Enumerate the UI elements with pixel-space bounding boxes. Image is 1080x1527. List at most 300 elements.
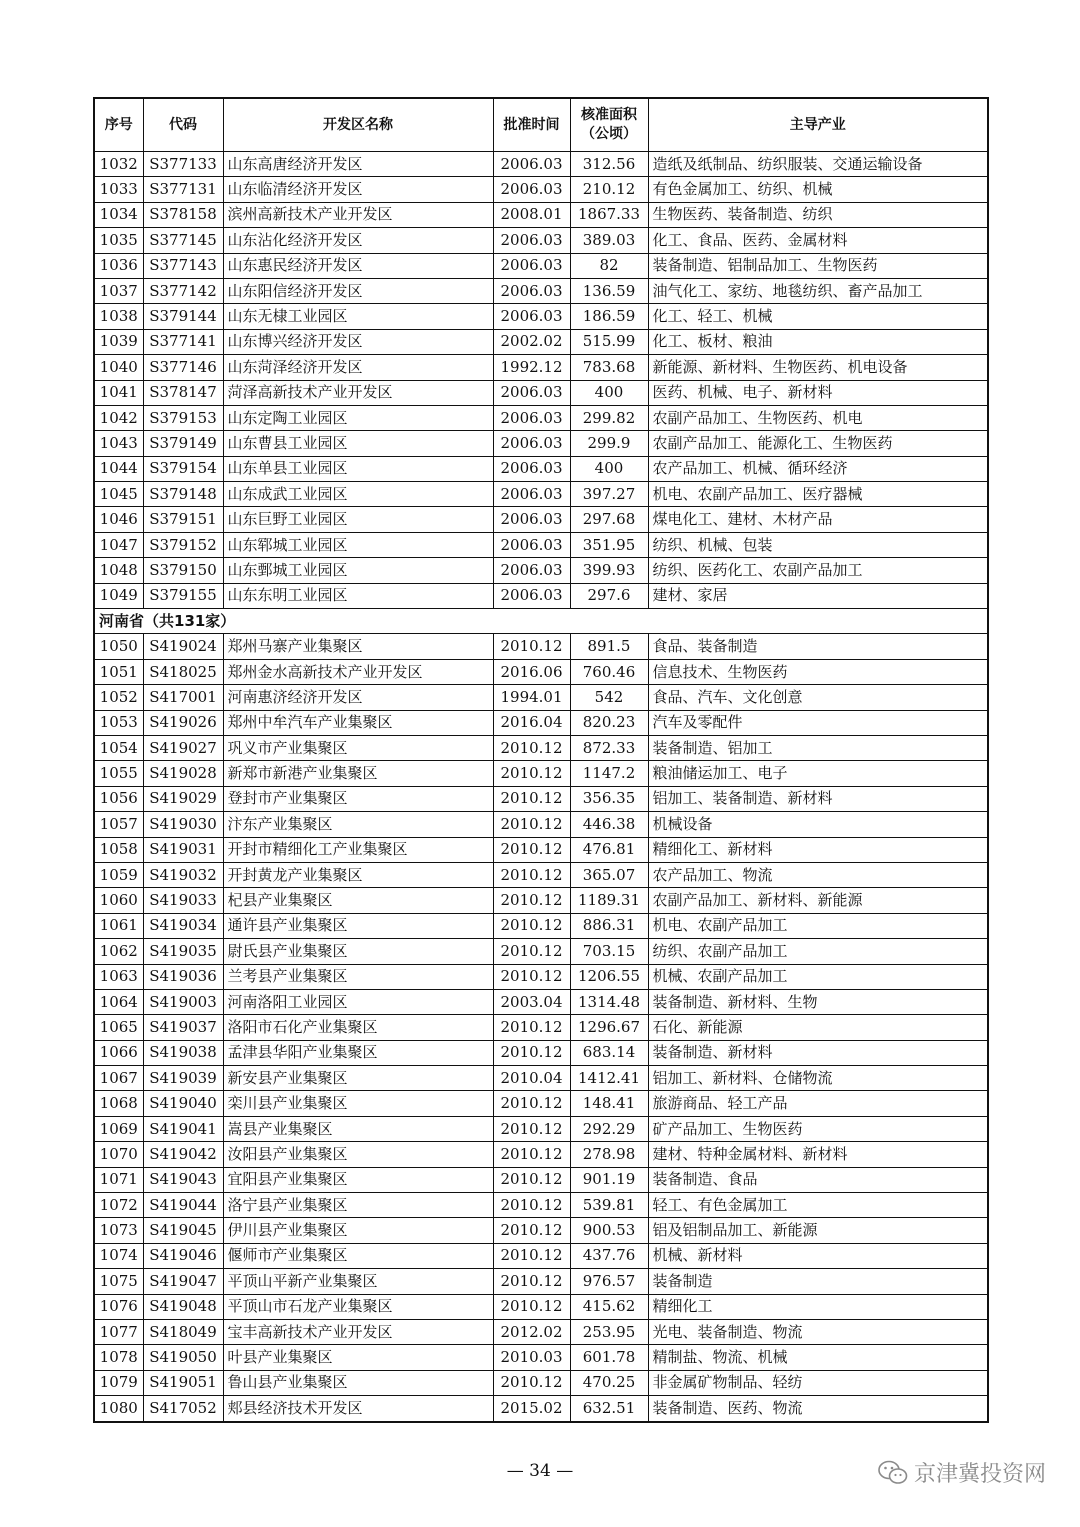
- cell-date: 2010.12: [493, 786, 570, 811]
- cell-code: S419027: [143, 735, 223, 760]
- cell-date: 2006.03: [493, 431, 570, 456]
- cell-industry: 建材、家居: [648, 583, 988, 608]
- cell-code: S419032: [143, 862, 223, 887]
- cell-area: 476.81: [570, 837, 648, 862]
- cell-seq: 1038: [94, 304, 143, 329]
- table-row: [94, 507, 988, 532]
- cell-area: 886.31: [570, 913, 648, 938]
- cell-name: 河南惠济经济开发区: [223, 685, 493, 710]
- cell-date: 2010.12: [493, 761, 570, 786]
- table-row: [94, 888, 988, 913]
- cell-seq: 1044: [94, 456, 143, 481]
- cell-seq: 1041: [94, 380, 143, 405]
- cell-area: 299.82: [570, 405, 648, 430]
- cell-date: 2006.03: [493, 456, 570, 481]
- header-area-line2: （公顷）: [581, 126, 637, 142]
- cell-code: S419046: [143, 1243, 223, 1268]
- cell-name: 山东巨野工业园区: [223, 507, 493, 532]
- cell-industry: 医药、机械、电子、新材料: [648, 380, 988, 405]
- cell-area: 415.62: [570, 1294, 648, 1319]
- cell-name: 孟津县华阳产业集聚区: [223, 1040, 493, 1065]
- cell-name: 嵩县产业集聚区: [223, 1116, 493, 1141]
- cell-area: 820.23: [570, 710, 648, 735]
- cell-area: 136.59: [570, 278, 648, 303]
- cell-seq: 1056: [94, 786, 143, 811]
- cell-seq: 1048: [94, 558, 143, 583]
- cell-area: 542: [570, 685, 648, 710]
- cell-area: 872.33: [570, 735, 648, 760]
- cell-code: S379155: [143, 583, 223, 608]
- cell-seq: 1035: [94, 228, 143, 253]
- cell-seq: 1063: [94, 964, 143, 989]
- cell-seq: 1067: [94, 1066, 143, 1091]
- cell-code: S379144: [143, 304, 223, 329]
- table-row: [94, 913, 988, 938]
- cell-name: 山东鄄城工业园区: [223, 558, 493, 583]
- cell-code: S379154: [143, 456, 223, 481]
- cell-code: S377142: [143, 278, 223, 303]
- cell-date: 1994.01: [493, 685, 570, 710]
- cell-seq: 1072: [94, 1193, 143, 1218]
- cell-area: 148.41: [570, 1091, 648, 1116]
- cell-code: S419044: [143, 1193, 223, 1218]
- cell-area: 446.38: [570, 812, 648, 837]
- cell-name: 巩义市产业集聚区: [223, 735, 493, 760]
- table-row: [94, 685, 988, 710]
- table-row: [94, 1015, 988, 1040]
- cell-area: 632.51: [570, 1396, 648, 1422]
- cell-code: S417052: [143, 1396, 223, 1422]
- cell-seq: 1065: [94, 1015, 143, 1040]
- cell-date: 2010.12: [493, 1269, 570, 1294]
- table-row: [94, 939, 988, 964]
- cell-name: 山东菏泽经济开发区: [223, 355, 493, 380]
- cell-seq: 1037: [94, 278, 143, 303]
- cell-name: 开封市精细化工产业集聚区: [223, 837, 493, 862]
- cell-seq: 1066: [94, 1040, 143, 1065]
- cell-code: S419047: [143, 1269, 223, 1294]
- cell-code: S379152: [143, 532, 223, 557]
- cell-date: 2006.03: [493, 583, 570, 608]
- cell-area: 1314.48: [570, 989, 648, 1014]
- cell-industry: 石化、新能源: [648, 1015, 988, 1040]
- cell-area: 1412.41: [570, 1066, 648, 1091]
- cell-industry: 精细化工、新材料: [648, 837, 988, 862]
- cell-industry: 油气化工、家纺、地毯纺织、畜产品加工: [648, 278, 988, 303]
- cell-name: 山东单县工业园区: [223, 456, 493, 481]
- cell-date: 2006.03: [493, 507, 570, 532]
- cell-area: 901.19: [570, 1167, 648, 1192]
- cell-code: S377131: [143, 177, 223, 202]
- cell-date: 2010.04: [493, 1066, 570, 1091]
- cell-seq: 1075: [94, 1269, 143, 1294]
- cell-code: S419026: [143, 710, 223, 735]
- cell-date: 2006.03: [493, 253, 570, 278]
- table-row: [94, 837, 988, 862]
- table-row: [94, 1066, 988, 1091]
- cell-code: S419034: [143, 913, 223, 938]
- cell-area: 470.25: [570, 1370, 648, 1395]
- cell-seq: 1073: [94, 1218, 143, 1243]
- cell-industry: 信息技术、生物医药: [648, 659, 988, 684]
- cell-code: S379148: [143, 482, 223, 507]
- cell-area: 437.76: [570, 1243, 648, 1268]
- cell-code: S419035: [143, 939, 223, 964]
- cell-industry: 农产品加工、机械、循环经济: [648, 456, 988, 481]
- table-row: [94, 659, 988, 684]
- cell-industry: 机电、农副产品加工: [648, 913, 988, 938]
- cell-date: 2010.12: [493, 1091, 570, 1116]
- cell-area: 783.68: [570, 355, 648, 380]
- cell-area: 683.14: [570, 1040, 648, 1065]
- cell-code: S419030: [143, 812, 223, 837]
- cell-name: 洛阳市石化产业集聚区: [223, 1015, 493, 1040]
- cell-date: 2010.12: [493, 1294, 570, 1319]
- cell-seq: 1076: [94, 1294, 143, 1319]
- cell-seq: 1043: [94, 431, 143, 456]
- cell-date: 2003.04: [493, 989, 570, 1014]
- cell-name: 偃师市产业集聚区: [223, 1243, 493, 1268]
- cell-code: S419029: [143, 786, 223, 811]
- cell-code: S377141: [143, 329, 223, 354]
- cell-seq: 1057: [94, 812, 143, 837]
- cell-area: 82: [570, 253, 648, 278]
- cell-date: 2006.03: [493, 380, 570, 405]
- cell-area: 292.29: [570, 1116, 648, 1141]
- cell-seq: 1068: [94, 1091, 143, 1116]
- cell-name: 郏县经济技术开发区: [223, 1396, 493, 1422]
- cell-area: 891.5: [570, 634, 648, 659]
- cell-seq: 1036: [94, 253, 143, 278]
- cell-name: 郑州马寨产业集聚区: [223, 634, 493, 659]
- cell-industry: 机械、新材料: [648, 1243, 988, 1268]
- cell-seq: 1061: [94, 913, 143, 938]
- cell-industry: 纺织、机械、包装: [648, 532, 988, 557]
- table-row: [94, 1091, 988, 1116]
- header-date: 批准时间: [493, 98, 570, 152]
- cell-area: 1206.55: [570, 964, 648, 989]
- cell-date: 2010.12: [493, 1243, 570, 1268]
- cell-industry: 装备制造、新材料、生物: [648, 989, 988, 1014]
- cell-seq: 1047: [94, 532, 143, 557]
- cell-seq: 1053: [94, 710, 143, 735]
- cell-date: 2006.03: [493, 482, 570, 507]
- cell-industry: 生物医药、装备制造、纺织: [648, 202, 988, 227]
- cell-code: S419040: [143, 1091, 223, 1116]
- cell-date: 2010.12: [493, 939, 570, 964]
- development-zone-table: [93, 97, 989, 1423]
- table-row: [94, 1269, 988, 1294]
- cell-industry: 装备制造、新材料: [648, 1040, 988, 1065]
- cell-area: 703.15: [570, 939, 648, 964]
- cell-industry: 装备制造、铝加工: [648, 735, 988, 760]
- cell-date: 2016.06: [493, 659, 570, 684]
- cell-code: S419031: [143, 837, 223, 862]
- cell-name: 山东郓城工业园区: [223, 532, 493, 557]
- page-number: — 34 —: [506, 1461, 574, 1481]
- cell-industry: 食品、汽车、文化创意: [648, 685, 988, 710]
- cell-area: 397.27: [570, 482, 648, 507]
- table-row: [94, 710, 988, 735]
- cell-industry: 精制盐、物流、机械: [648, 1345, 988, 1370]
- cell-date: 2015.02: [493, 1396, 570, 1422]
- cell-seq: 1051: [94, 659, 143, 684]
- table-row: [94, 989, 988, 1014]
- table-row: [94, 1116, 988, 1141]
- cell-industry: 轻工、有色金属加工: [648, 1193, 988, 1218]
- cell-industry: 铝加工、装备制造、新材料: [648, 786, 988, 811]
- cell-date: 2002.02: [493, 329, 570, 354]
- cell-industry: 有色金属加工、纺织、机械: [648, 177, 988, 202]
- cell-date: 2006.03: [493, 177, 570, 202]
- cell-seq: 1046: [94, 507, 143, 532]
- cell-name: 山东高唐经济开发区: [223, 152, 493, 177]
- cell-name: 登封市产业集聚区: [223, 786, 493, 811]
- cell-date: 2010.12: [493, 1218, 570, 1243]
- cell-name: 郑州中牟汽车产业集聚区: [223, 710, 493, 735]
- table-row: [94, 1040, 988, 1065]
- cell-code: S419042: [143, 1142, 223, 1167]
- table-row: [94, 1396, 988, 1422]
- table-row: [94, 1345, 988, 1370]
- table-row: [94, 558, 988, 583]
- cell-code: S419043: [143, 1167, 223, 1192]
- cell-seq: 1074: [94, 1243, 143, 1268]
- header-code: 代码: [143, 98, 223, 152]
- cell-date: 2010.12: [493, 1015, 570, 1040]
- table-row: [94, 355, 988, 380]
- cell-industry: 铝加工、新材料、仓储物流: [648, 1066, 988, 1091]
- cell-area: 601.78: [570, 1345, 648, 1370]
- wechat-icon: [878, 1460, 908, 1486]
- cell-area: 278.98: [570, 1142, 648, 1167]
- cell-name: 宝丰高新技术产业开发区: [223, 1319, 493, 1344]
- cell-code: S417001: [143, 685, 223, 710]
- cell-area: 399.93: [570, 558, 648, 583]
- cell-seq: 1045: [94, 482, 143, 507]
- cell-code: S419033: [143, 888, 223, 913]
- cell-code: S419024: [143, 634, 223, 659]
- cell-seq: 1071: [94, 1167, 143, 1192]
- cell-code: S377143: [143, 253, 223, 278]
- cell-seq: 1039: [94, 329, 143, 354]
- cell-seq: 1059: [94, 862, 143, 887]
- cell-date: 2010.12: [493, 913, 570, 938]
- section-title: 河南省（共131家）: [94, 609, 988, 634]
- cell-date: 2010.12: [493, 888, 570, 913]
- cell-industry: 机械、农副产品加工: [648, 964, 988, 989]
- table-row: [94, 431, 988, 456]
- cell-name: 兰考县产业集聚区: [223, 964, 493, 989]
- cell-name: 滨州高新技术产业开发区: [223, 202, 493, 227]
- cell-name: 平顶山平新产业集聚区: [223, 1269, 493, 1294]
- table-row: [94, 456, 988, 481]
- table-row: [94, 1294, 988, 1319]
- cell-industry: 化工、食品、医药、金属材料: [648, 228, 988, 253]
- cell-industry: 装备制造、医药、物流: [648, 1396, 988, 1422]
- cell-seq: 1062: [94, 939, 143, 964]
- cell-date: 2010.12: [493, 964, 570, 989]
- cell-seq: 1079: [94, 1370, 143, 1395]
- cell-date: 2006.03: [493, 152, 570, 177]
- table-row: [94, 812, 988, 837]
- cell-seq: 1033: [94, 177, 143, 202]
- cell-date: 2006.03: [493, 405, 570, 430]
- table-row: [94, 786, 988, 811]
- cell-industry: 纺织、医药化工、农副产品加工: [648, 558, 988, 583]
- cell-area: 1867.33: [570, 202, 648, 227]
- table-row: [94, 1370, 988, 1395]
- cell-name: 汝阳县产业集聚区: [223, 1142, 493, 1167]
- cell-code: S379151: [143, 507, 223, 532]
- cell-date: 2010.12: [493, 735, 570, 760]
- cell-name: 栾川县产业集聚区: [223, 1091, 493, 1116]
- cell-name: 尉氏县产业集聚区: [223, 939, 493, 964]
- cell-area: 1189.31: [570, 888, 648, 913]
- cell-industry: 机械设备: [648, 812, 988, 837]
- cell-industry: 机电、农副产品加工、医疗器械: [648, 482, 988, 507]
- cell-area: 976.57: [570, 1269, 648, 1294]
- cell-name: 叶县产业集聚区: [223, 1345, 493, 1370]
- cell-seq: 1078: [94, 1345, 143, 1370]
- cell-code: S419051: [143, 1370, 223, 1395]
- table-row: [94, 735, 988, 760]
- cell-name: 通许县产业集聚区: [223, 913, 493, 938]
- cell-area: 356.35: [570, 786, 648, 811]
- cell-area: 253.95: [570, 1319, 648, 1344]
- cell-name: 河南洛阳工业园区: [223, 989, 493, 1014]
- cell-seq: 1069: [94, 1116, 143, 1141]
- cell-industry: 纺织、农副产品加工: [648, 939, 988, 964]
- cell-area: 1147.2: [570, 761, 648, 786]
- table-row: [94, 583, 988, 608]
- cell-date: 2010.12: [493, 1167, 570, 1192]
- cell-seq: 1032: [94, 152, 143, 177]
- header-area: [570, 98, 648, 152]
- cell-industry: 食品、装备制造: [648, 634, 988, 659]
- cell-seq: 1040: [94, 355, 143, 380]
- cell-name: 新郑市新港产业集聚区: [223, 761, 493, 786]
- table-row: [94, 964, 988, 989]
- table-row: [94, 1167, 988, 1192]
- cell-code: S419048: [143, 1294, 223, 1319]
- cell-date: 2010.12: [493, 1142, 570, 1167]
- cell-name: 山东无棣工业园区: [223, 304, 493, 329]
- cell-industry: 农副产品加工、能源化工、生物医药: [648, 431, 988, 456]
- table-row: [94, 329, 988, 354]
- cell-date: 2010.03: [493, 1345, 570, 1370]
- cell-industry: 新能源、新材料、生物医药、机电设备: [648, 355, 988, 380]
- cell-industry: 装备制造、铝制品加工、生物医药: [648, 253, 988, 278]
- cell-date: 2010.12: [493, 812, 570, 837]
- cell-area: 400: [570, 380, 648, 405]
- cell-code: S418025: [143, 659, 223, 684]
- table-row: [94, 380, 988, 405]
- watermark-text: 京津冀投资网: [913, 1462, 1046, 1487]
- cell-code: S378158: [143, 202, 223, 227]
- table-row: [94, 634, 988, 659]
- cell-industry: 粮油储运加工、电子: [648, 761, 988, 786]
- cell-date: 2006.03: [493, 304, 570, 329]
- cell-area: 1296.67: [570, 1015, 648, 1040]
- cell-area: 389.03: [570, 228, 648, 253]
- cell-industry: 农副产品加工、生物医药、机电: [648, 405, 988, 430]
- cell-seq: 1070: [94, 1142, 143, 1167]
- cell-area: 400: [570, 456, 648, 481]
- cell-name: 洛宁县产业集聚区: [223, 1193, 493, 1218]
- cell-date: 2010.12: [493, 837, 570, 862]
- cell-area: 539.81: [570, 1193, 648, 1218]
- header-industry: 主导产业: [648, 98, 988, 152]
- cell-code: S377146: [143, 355, 223, 380]
- table-row: [94, 177, 988, 202]
- cell-code: S419050: [143, 1345, 223, 1370]
- table-row: [94, 1319, 988, 1344]
- cell-code: S419045: [143, 1218, 223, 1243]
- cell-date: 2006.03: [493, 228, 570, 253]
- cell-name: 山东东明工业园区: [223, 583, 493, 608]
- cell-date: 2006.03: [493, 532, 570, 557]
- cell-date: 2012.02: [493, 1319, 570, 1344]
- cell-seq: 1058: [94, 837, 143, 862]
- cell-name: 开封黄龙产业集聚区: [223, 862, 493, 887]
- cell-area: 297.68: [570, 507, 648, 532]
- cell-seq: 1042: [94, 405, 143, 430]
- cell-code: S419003: [143, 989, 223, 1014]
- cell-name: 山东沾化经济开发区: [223, 228, 493, 253]
- cell-industry: 汽车及零配件: [648, 710, 988, 735]
- section-row: [94, 609, 988, 634]
- cell-code: S419036: [143, 964, 223, 989]
- cell-industry: 非金属矿物制品、轻纺: [648, 1370, 988, 1395]
- table-row: [94, 482, 988, 507]
- table-row: [94, 862, 988, 887]
- cell-code: S379153: [143, 405, 223, 430]
- table-row: [94, 202, 988, 227]
- cell-code: S419037: [143, 1015, 223, 1040]
- cell-date: 1992.12: [493, 355, 570, 380]
- header-area-line1: 核准面积: [581, 107, 637, 123]
- table-row: [94, 152, 988, 177]
- table-header-row: [94, 98, 988, 152]
- cell-name: 山东博兴经济开发区: [223, 329, 493, 354]
- table-row: [94, 532, 988, 557]
- cell-name: 宜阳县产业集聚区: [223, 1167, 493, 1192]
- cell-code: S379150: [143, 558, 223, 583]
- cell-area: 299.9: [570, 431, 648, 456]
- cell-name: 郑州金水高新技术产业开发区: [223, 659, 493, 684]
- cell-name: 山东曹县工业园区: [223, 431, 493, 456]
- cell-industry: 铝及铝制品加工、新能源: [648, 1218, 988, 1243]
- cell-industry: 化工、板材、粮油: [648, 329, 988, 354]
- cell-code: S419038: [143, 1040, 223, 1065]
- header-name: 开发区名称: [223, 98, 493, 152]
- cell-date: 2010.12: [493, 862, 570, 887]
- table-row: [94, 761, 988, 786]
- table-row: [94, 1142, 988, 1167]
- cell-code: S377133: [143, 152, 223, 177]
- cell-code: S418049: [143, 1319, 223, 1344]
- cell-seq: 1050: [94, 634, 143, 659]
- table-row: [94, 1243, 988, 1268]
- cell-area: 760.46: [570, 659, 648, 684]
- cell-code: S419039: [143, 1066, 223, 1091]
- cell-area: 297.6: [570, 583, 648, 608]
- cell-name: 汴东产业集聚区: [223, 812, 493, 837]
- cell-industry: 装备制造: [648, 1269, 988, 1294]
- cell-seq: 1049: [94, 583, 143, 608]
- table-row: [94, 304, 988, 329]
